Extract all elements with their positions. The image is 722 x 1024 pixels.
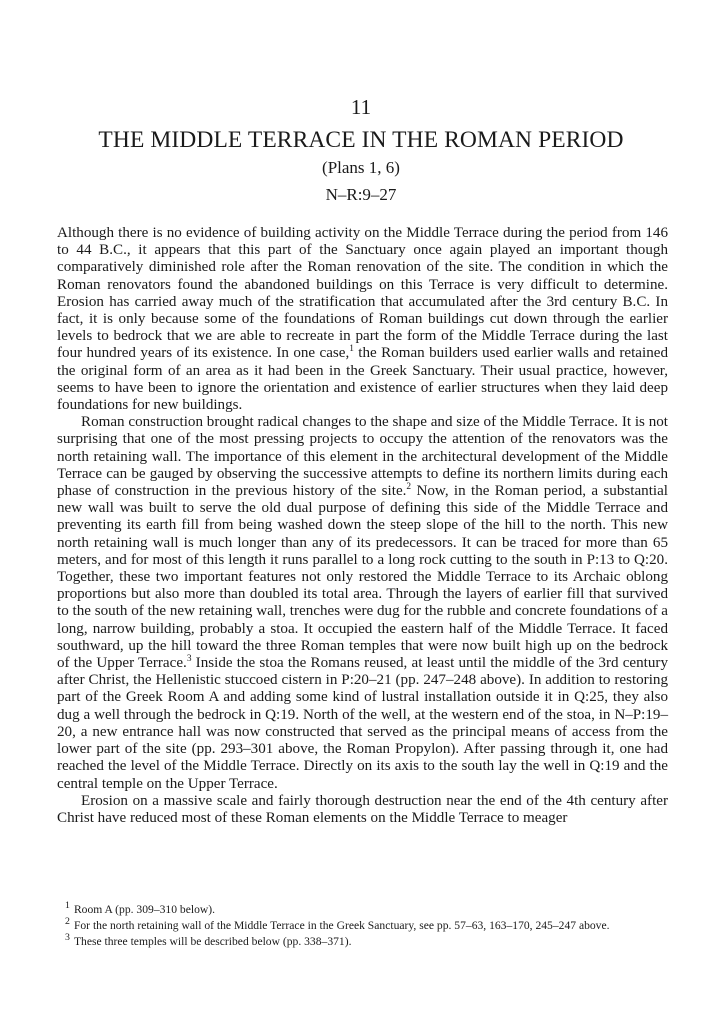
paragraph-1 [57,225,668,414]
footnote-text: For the north retaining wall of the Middle Terrace in the Greek Sanctuary, see pp. 57–63, 163–170, 245–247 above. [73,919,610,932]
paragraph-text: Although there is no evidence of building activity on the Middle Terrace during the period from 146 to 44 B.C., it appears that this part of the Sanctuary once again played an important though comparatively diminished role after the Roman renovation of the site. The condition in which the Roman renovators found the abandoned buildings on this Terrace is very difficult to determine. Erosion has carried away much of the stratification that accumulated after the 3rd century B.C. In fact, it is only because some of the foundations of Roman buildings cut down through the earlier levels to bedrock that we are able to recreate in part the form of the Middle Terrace during the last four hundred years of its existence. In one case, [57,225,668,362]
paragraph-text: Inside the stoa the Romans reused, at least until the middle of the 3rd century after Christ, the Hellenistic stuccoed cistern in P:20–21 (pp. 247–248 above). In addition to restoring part of the Greek Room A and adding some kind of lustral installation outside it in Q:25, they also dug a well through the bedrock in Q:19. North of the well, at the western end of the stoa, in N–P:19–20, a new entrance hall was now constructed that served as the principal means of access from the lower part of the site (pp. 293–301 above, the Roman Propylon). After passing through it, one had reached the level of the Middle Terrace. Directly on its axis to the south lay the well in Q:19 and the central temple on the Upper Terrace. [57,655,668,792]
footnote-mark: 1 [65,900,70,912]
footnote-ref-3: 3 [186,654,192,665]
paragraph-3 [57,793,668,827]
footnote-3 [57,932,668,949]
chapter-plans-reference: (Plans 1, 6) [322,158,400,177]
footnote-1 [57,900,668,917]
paragraph-text: the Roman builders used earlier walls and retained the original form of an area as it had been in the Greek Sanctuary. Their usual practice, however, seems to have been to ignore the orientation and existence of earlier structures when they laid deep foundations for new buildings. [57,345,668,414]
chapter-title: THE MIDDLE TERRACE IN THE ROMAN PERIOD [98,127,624,153]
footnote-mark: 3 [65,932,70,944]
body-text [57,225,668,827]
footnote-mark: 2 [65,916,70,928]
footnote-2 [57,916,668,933]
footnote-ref-2: 2 [406,482,412,493]
footnote-ref-1: 1 [349,344,354,355]
chapter-number: 11 [350,95,372,119]
paragraph-text: Now, in the Roman period, a substantial new wall was built to serve the old dual purpose of defining this side of the Middle Terrace and preventing its earth fill from being washed down the steep slope of the hill to the north. This new north retaining wall is much longer than any of its predecessors. It can be traced for more than 65 meters, and for most of this length it runs parallel to a long rock cutting to the south in P:13 to Q:20. Together, these two important features not only restored the Middle Terrace to its Archaic oblong proportions but also more than doubled its total area. Through the layers of earlier fill that survived to the south of the new retaining wall, trenches were dug for the rubble and concrete foundations of a long, narrow building, probably a stoa. It occupied the eastern half of the Middle Terrace. It faced southward, up the hill toward the three Roman temples that were now built high up on the bedrock of the Upper Terrace. [57,483,668,672]
footnote-text: These three temples will be described below (pp. 338–371). [73,935,352,948]
footnote-text: Room A (pp. 309–310 below). [73,903,215,916]
paragraph-text: Erosion on a massive scale and fairly thorough destruction near the end of the 4th century after Christ have reduced most of these Roman elements on the Middle Terrace to meager [57,792,668,826]
footnotes [57,900,668,951]
paragraph-text: Roman construction brought radical changes to the shape and size of the Middle Terrace. It is not surprising that one of the most pressing projects to occupy the attention of the renovators was the north retaining wall. The importance of this element in the architectural development of the Middle Terrace can be gauged by observing the successive attempts to define its northern limits during each phase of construction in the previous history of the site. [57,414,668,500]
chapter-grid-reference: N–R:9–27 [325,185,397,204]
paragraph-2 [57,414,668,792]
